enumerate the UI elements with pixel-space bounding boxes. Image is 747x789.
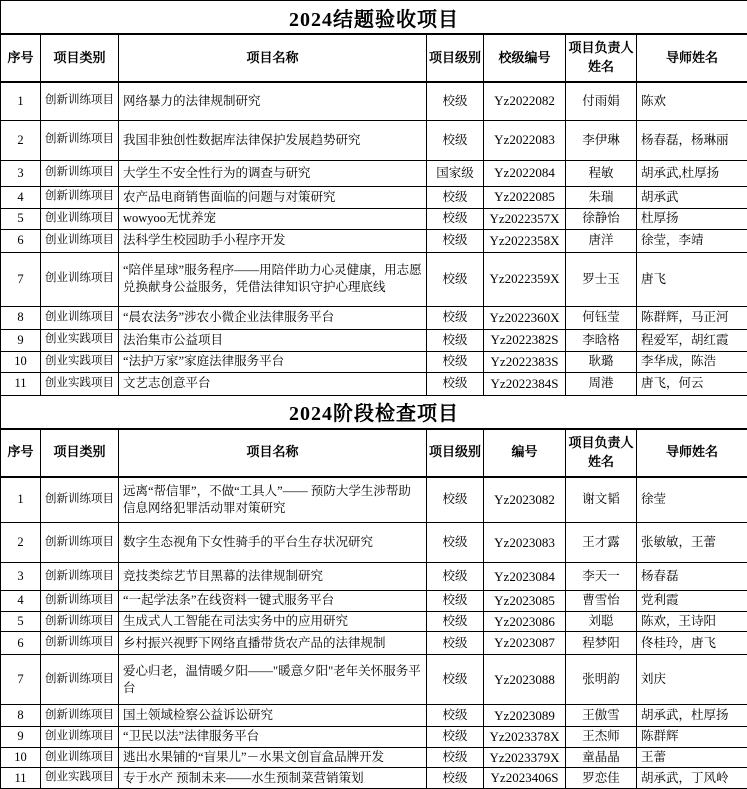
- column-header-project-name: 项目名称: [119, 34, 427, 82]
- cell-category: 创新训练项目: [41, 477, 119, 523]
- cell-category: 创业训练项目: [41, 747, 119, 768]
- cell-mentor: 陈欢，王诗阳: [637, 611, 747, 632]
- cell-project-name: “一起学法条”在线资料一键式服务平台: [119, 591, 427, 612]
- cell-code: Yz2022082: [484, 82, 566, 120]
- cell-level: 校级: [427, 655, 484, 705]
- cell-level: 校级: [427, 329, 484, 351]
- cell-leader: 曹雪怡: [566, 591, 637, 612]
- cell-mentor: 王蕾: [637, 747, 747, 768]
- table-row: [1, 329, 747, 351]
- cell-mentor: 杜厚扬: [637, 208, 747, 229]
- cell-level: 校级: [427, 563, 484, 591]
- cell-seq: 5: [1, 611, 41, 632]
- column-header-level: 项目级别: [427, 429, 484, 477]
- cell-leader: 王傲雪: [566, 705, 637, 727]
- cell-level: 校级: [427, 768, 484, 789]
- cell-code: Yz2022357X: [484, 208, 566, 229]
- cell-level: 校级: [427, 747, 484, 768]
- cell-leader: 程梦阳: [566, 632, 637, 655]
- cell-seq: 11: [1, 768, 41, 789]
- column-header-project-name: 项目名称: [119, 429, 427, 477]
- cell-mentor: 胡承武，杜厚扬: [637, 705, 747, 727]
- cell-leader: 张明韵: [566, 655, 637, 705]
- table-row: [1, 727, 747, 748]
- column-header-leader: 项目负责人姓名: [566, 429, 637, 477]
- cell-code: Yz2022382S: [484, 329, 566, 351]
- cell-leader: 何钰莹: [566, 306, 637, 329]
- table-header-row: [1, 34, 747, 82]
- cell-level: 校级: [427, 306, 484, 329]
- cell-project-name: 乡村振兴视野下网络直播带货农产品的法律规制: [119, 632, 427, 655]
- cell-code: Yz2023082: [484, 477, 566, 523]
- cell-code: Yz2023086: [484, 611, 566, 632]
- cell-leader: 童晶晶: [566, 747, 637, 768]
- table-row: [1, 160, 747, 186]
- cell-level: 校级: [427, 252, 484, 306]
- cell-mentor: 刘庆: [637, 655, 747, 705]
- table-title: 2024阶段检查项目: [1, 395, 747, 429]
- cell-project-name: 法科学生校园助手小程序开发: [119, 229, 427, 252]
- cell-mentor: 徐莹，李靖: [637, 229, 747, 252]
- cell-category: 创新训练项目: [41, 632, 119, 655]
- cell-code: Yz2022358X: [484, 229, 566, 252]
- table-row: [1, 351, 747, 372]
- table-row: [1, 229, 747, 252]
- cell-code: Yz2023087: [484, 632, 566, 655]
- column-header-seq: 序号: [1, 34, 41, 82]
- cell-category: 创业实践项目: [41, 351, 119, 372]
- cell-leader: 罗恋佳: [566, 768, 637, 789]
- cell-code: Yz2022383S: [484, 351, 566, 372]
- table-row: [1, 705, 747, 727]
- cell-category: 创新训练项目: [41, 523, 119, 563]
- cell-code: Yz2022083: [484, 120, 566, 160]
- cell-mentor: 佟桂玲，唐飞: [637, 632, 747, 655]
- cell-leader: 李伊琳: [566, 120, 637, 160]
- cell-code: Yz2023083: [484, 523, 566, 563]
- cell-leader: 唐洋: [566, 229, 637, 252]
- cell-mentor: 陈群辉，马正河: [637, 306, 747, 329]
- cell-mentor: 杨春磊: [637, 563, 747, 591]
- cell-seq: 8: [1, 705, 41, 727]
- cell-level: 校级: [427, 611, 484, 632]
- cell-project-name: 文艺志创意平台: [119, 372, 427, 395]
- cell-level: 校级: [427, 351, 484, 372]
- cell-leader: 耿璐: [566, 351, 637, 372]
- cell-project-name: 数字生态视角下女性骑手的平台生存状况研究: [119, 523, 427, 563]
- cell-category: 创新训练项目: [41, 705, 119, 727]
- cell-seq: 7: [1, 252, 41, 306]
- cell-level: 校级: [427, 632, 484, 655]
- cell-seq: 9: [1, 727, 41, 748]
- cell-mentor: 唐飞: [637, 252, 747, 306]
- cell-category: 创新训练项目: [41, 120, 119, 160]
- cell-leader: 王才露: [566, 523, 637, 563]
- table-row: [1, 563, 747, 591]
- cell-seq: 4: [1, 591, 41, 612]
- cell-leader: 谢文韬: [566, 477, 637, 523]
- cell-level: 校级: [427, 523, 484, 563]
- cell-mentor: 胡承武,杜厚扬: [637, 160, 747, 186]
- table-row: [1, 120, 747, 160]
- cell-seq: 11: [1, 372, 41, 395]
- cell-level: 校级: [427, 705, 484, 727]
- cell-category: 创新训练项目: [41, 82, 119, 120]
- cell-leader: 周港: [566, 372, 637, 395]
- cell-mentor: 陈群辉: [637, 727, 747, 748]
- table-row: [1, 523, 747, 563]
- cell-project-name: 竞技类综艺节目黑幕的法律规制研究: [119, 563, 427, 591]
- cell-level: 校级: [427, 372, 484, 395]
- cell-mentor: 陈欢: [637, 82, 747, 120]
- table-title: 2024结题验收项目: [1, 1, 747, 35]
- cell-code: Yz2022360X: [484, 306, 566, 329]
- cell-project-name: 农产品电商销售面临的问题与对策研究: [119, 186, 427, 208]
- column-header-mentor: 导师姓名: [637, 429, 747, 477]
- table-row: [1, 372, 747, 395]
- cell-mentor: 唐飞，何云: [637, 372, 747, 395]
- table-row: [1, 306, 747, 329]
- cell-seq: 6: [1, 632, 41, 655]
- cell-category: 创新训练项目: [41, 160, 119, 186]
- cell-code: Yz2022384S: [484, 372, 566, 395]
- cell-mentor: 程爱军，胡红霞: [637, 329, 747, 351]
- cell-project-name: 国土领域检察公益诉讼研究: [119, 705, 427, 727]
- cell-mentor: 党利霞: [637, 591, 747, 612]
- column-header-level: 项目级别: [427, 34, 484, 82]
- cell-category: 创业训练项目: [41, 306, 119, 329]
- cell-project-name: 我国非独创性数据库法律保护发展趋势研究: [119, 120, 427, 160]
- cell-leader: 付雨娟: [566, 82, 637, 120]
- cell-seq: 1: [1, 82, 41, 120]
- column-header-category: 项目类别: [41, 34, 119, 82]
- cell-leader: 朱瑞: [566, 186, 637, 208]
- cell-level: 国家级: [427, 160, 484, 186]
- cell-seq: 5: [1, 208, 41, 229]
- cell-project-name: 逃出水果铺的“盲果儿”－水果文创盲盒品牌开发: [119, 747, 427, 768]
- cell-project-name: 法治集市公益项目: [119, 329, 427, 351]
- cell-category: 创新训练项目: [41, 563, 119, 591]
- cell-category: 创业训练项目: [41, 229, 119, 252]
- cell-seq: 2: [1, 120, 41, 160]
- cell-category: 创新训练项目: [41, 591, 119, 612]
- table-row: [1, 611, 747, 632]
- column-header-mentor: 导师姓名: [637, 34, 747, 82]
- cell-seq: 3: [1, 160, 41, 186]
- cell-seq: 1: [1, 477, 41, 523]
- table-row: [1, 747, 747, 768]
- cell-mentor: 李华成，陈浩: [637, 351, 747, 372]
- cell-level: 校级: [427, 208, 484, 229]
- cell-level: 校级: [427, 229, 484, 252]
- cell-code: Yz2023406S: [484, 768, 566, 789]
- cell-category: 创新训练项目: [41, 186, 119, 208]
- cell-leader: 李天一: [566, 563, 637, 591]
- column-header-code: 编号: [484, 429, 566, 477]
- cell-seq: 10: [1, 351, 41, 372]
- cell-category: 创业训练项目: [41, 208, 119, 229]
- column-header-category: 项目类别: [41, 429, 119, 477]
- cell-level: 校级: [427, 82, 484, 120]
- cell-project-name: “卫民以法”法律服务平台: [119, 727, 427, 748]
- cell-code: Yz2022085: [484, 186, 566, 208]
- cell-category: 创业实践项目: [41, 768, 119, 789]
- table-row: [1, 252, 747, 306]
- column-header-seq: 序号: [1, 429, 41, 477]
- table-row: [1, 591, 747, 612]
- cell-seq: 2: [1, 523, 41, 563]
- cell-level: 校级: [427, 727, 484, 748]
- cell-code: Yz2023084: [484, 563, 566, 591]
- cell-seq: 6: [1, 229, 41, 252]
- cell-seq: 9: [1, 329, 41, 351]
- cell-mentor: 张敏敏，王蕾: [637, 523, 747, 563]
- column-header-code: 校级编号: [484, 34, 566, 82]
- cell-mentor: 胡承武，丁风岭: [637, 768, 747, 789]
- table-row: [1, 477, 747, 523]
- table-row: [1, 186, 747, 208]
- cell-level: 校级: [427, 477, 484, 523]
- table-row: [1, 632, 747, 655]
- cell-mentor: 徐莹: [637, 477, 747, 523]
- cell-project-name: “陪伴星球”服务程序——用陪伴助力心灵健康，用志愿兑换献身公益服务，凭借法律知识守护心理底线: [119, 252, 427, 306]
- cell-seq: 10: [1, 747, 41, 768]
- table-header-row: [1, 429, 747, 477]
- cell-level: 校级: [427, 120, 484, 160]
- cell-mentor: 杨春磊，杨琳丽: [637, 120, 747, 160]
- cell-seq: 4: [1, 186, 41, 208]
- cell-code: Yz2023378X: [484, 727, 566, 748]
- cell-category: 创业实践项目: [41, 372, 119, 395]
- cell-leader: 徐静怡: [566, 208, 637, 229]
- cell-code: Yz2023379X: [484, 747, 566, 768]
- cell-leader: 程敏: [566, 160, 637, 186]
- cell-leader: 王杰师: [566, 727, 637, 748]
- cell-leader: 李晗格: [566, 329, 637, 351]
- cell-category: 创新训练项目: [41, 655, 119, 705]
- cell-project-name: 爱心归老，温情暖夕阳——"暖意夕阳"老年关怀服务平台: [119, 655, 427, 705]
- cell-leader: 刘聪: [566, 611, 637, 632]
- cell-code: Yz2022084: [484, 160, 566, 186]
- cell-project-name: “法护万家”家庭法律服务平台: [119, 351, 427, 372]
- table-row: [1, 82, 747, 120]
- cell-category: 创业实践项目: [41, 329, 119, 351]
- cell-code: Yz2022359X: [484, 252, 566, 306]
- cell-mentor: 胡承武: [637, 186, 747, 208]
- table-row: [1, 768, 747, 789]
- table-title-row: [1, 395, 747, 429]
- cell-category: 创业训练项目: [41, 252, 119, 306]
- cell-level: 校级: [427, 591, 484, 612]
- cell-project-name: 网络暴力的法律规制研究: [119, 82, 427, 120]
- cell-level: 校级: [427, 186, 484, 208]
- cell-project-name: “晨农法务”涉农小微企业法律服务平台: [119, 306, 427, 329]
- cell-code: Yz2023089: [484, 705, 566, 727]
- cell-category: 创新训练项目: [41, 611, 119, 632]
- cell-category: 创业训练项目: [41, 727, 119, 748]
- column-header-leader: 项目负责人姓名: [566, 34, 637, 82]
- cell-code: Yz2023088: [484, 655, 566, 705]
- cell-seq: 3: [1, 563, 41, 591]
- table-row: [1, 208, 747, 229]
- cell-project-name: 大学生不安全性行为的调查与研究: [119, 160, 427, 186]
- cell-project-name: wowyoo无忧养宠: [119, 208, 427, 229]
- cell-project-name: 生成式人工智能在司法实务中的应用研究: [119, 611, 427, 632]
- table-row: [1, 655, 747, 705]
- cell-project-name: 远离“帮信罪”，不做“工具人”—— 预防大学生涉帮助信息网络犯罪活动罪对策研究: [119, 477, 427, 523]
- cell-leader: 罗士玉: [566, 252, 637, 306]
- cell-seq: 7: [1, 655, 41, 705]
- cell-seq: 8: [1, 306, 41, 329]
- cell-code: Yz2023085: [484, 591, 566, 612]
- table-title-row: [1, 1, 747, 35]
- cell-project-name: 专于水产 预制未来——水生预制菜营销策划: [119, 768, 427, 789]
